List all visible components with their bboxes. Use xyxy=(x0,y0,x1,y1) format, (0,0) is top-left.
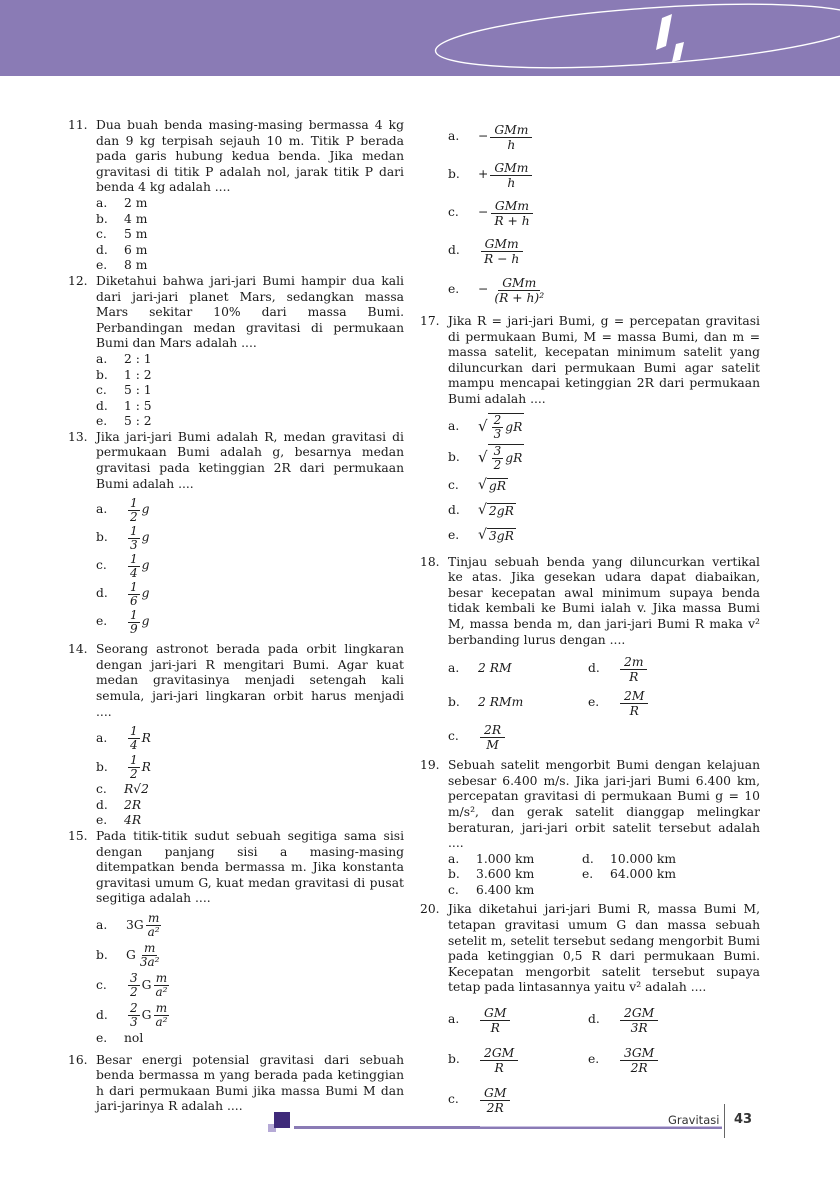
option[interactable]: c. 5 : 1 xyxy=(96,383,152,398)
option[interactable]: b. √ $\frac{3}{2}$ gR xyxy=(448,444,523,473)
fraction: $\frac{\text{GMm}}{\text{(R + h)²}}$ xyxy=(494,275,545,305)
chapter-title: Gravitasi xyxy=(668,1113,720,1127)
footer-divider xyxy=(724,1104,725,1138)
fraction: $\frac{2R}{M}$ xyxy=(480,723,505,752)
option[interactable]: c. $\frac{2R}{M}$ xyxy=(448,720,760,754)
fraction: $\frac{\text{GMm}}{h}$ xyxy=(490,161,532,190)
option[interactable]: b. 1 : 2 xyxy=(96,367,152,382)
option-row xyxy=(448,852,760,868)
option[interactable]: d. 1 : 5 xyxy=(96,398,152,413)
question-text: Pada titik-titik sudut sebuah segitiga sama sisi dengan panjang sisi a masing-masing ditempatkan benda bermassa m. Jika konstanta gravitasi umum G, kuat medan gravitasi di pusat segitiga adalah .... xyxy=(96,829,404,906)
question-11 xyxy=(68,118,404,196)
option[interactable]: c. 5 m xyxy=(96,227,148,242)
option[interactable]: c. $\frac{1}{4}$ g xyxy=(96,551,150,580)
option[interactable]: e. $\frac{2M}{R}$ xyxy=(588,689,650,718)
question-text: Dua buah benda masing-masing bermassa 4 kg dan 9 kg terpisah sejauh 10 m. Titik P berada pada garis hubung kedua benda. Jika medan gravitasi di titik P adalah nol, jarak titik P dari benda 4 kg adalah .... xyxy=(96,118,404,195)
question-16 xyxy=(68,1053,404,1115)
option[interactable]: d. 10.000 km xyxy=(582,851,677,866)
option[interactable]: d. √ 2gR xyxy=(448,502,514,519)
question-number: 20. xyxy=(420,902,440,917)
fraction: $\frac{\text{GMm}}{R + h}$ xyxy=(490,199,533,228)
option[interactable]: e. − $\frac{\text{GMm}}{\text{(R + h)²}}$ xyxy=(448,270,760,310)
header-decoration xyxy=(0,0,840,110)
fraction: $\frac{1}{4}$ xyxy=(130,724,138,753)
option[interactable]: d. $\frac{2GM}{3R}$ xyxy=(588,1006,660,1035)
question-number: 15. xyxy=(68,829,88,843)
question-text: Jika diketahui jari-jari Bumi R, massa Bumi M, tetapan gravitasi umum G dan massa sebuah setelit m, setelit tersebut sedang mengorbit Bumi pada ketinggian 0,5 R dari permukaan Bumi. Kecepatan mengorbit satelit tersebut supaya tetap pada lintasannya yaitu v² adalah .... xyxy=(448,902,760,995)
fraction: $\frac{1}{2}$ xyxy=(130,753,138,782)
question-text: Diketahui bahwa jari-jari Bumi hampir dua kali dari jari-jari planet Mars, sedangkan massa Mars sekitar 10% dari massa Bumi. Perbandingan medan gravitasi di permukaan Bumi dan Mars adalah .... xyxy=(96,273,404,351)
option[interactable]: b. + $\frac{\text{GMm}}{h}$ xyxy=(448,156,760,194)
option[interactable]: d. $\frac{1}{6}$ g xyxy=(96,579,150,608)
option[interactable]: c. R√2 xyxy=(96,782,149,797)
fraction: $\frac{2GM}{R}$ xyxy=(480,1046,518,1075)
option[interactable]: a. 2 m xyxy=(96,195,148,210)
fraction: $\frac{1}{4}$ xyxy=(130,551,138,580)
question-12 xyxy=(68,274,404,352)
option[interactable]: c. √ gR xyxy=(448,477,507,494)
fraction: $\frac{m}{\text{a²}}$ xyxy=(155,971,168,1000)
fraction: $\frac{2}{3}$ xyxy=(130,1001,138,1030)
option[interactable]: b. G $\frac{m}{\text{3a²}}$ xyxy=(96,941,160,970)
option[interactable]: b. 2 RMm xyxy=(448,695,524,710)
option[interactable]: c. $\frac{3}{2}$ G $\frac{m}{\text{a²}}$ xyxy=(96,971,168,1000)
option[interactable]: b. 4 m xyxy=(96,211,148,226)
option[interactable]: a. 3G $\frac{m}{\text{a²}}$ xyxy=(96,911,160,940)
fraction: $\frac{GM}{2R}$ xyxy=(480,1086,510,1115)
option[interactable]: a. $\frac{1}{4}$ R xyxy=(96,724,151,753)
fraction: $\frac{\text{GMm}}{h}$ xyxy=(490,123,532,152)
fraction: $\frac{m}{\text{a²}}$ xyxy=(155,1001,168,1030)
question-number: 12. xyxy=(68,273,88,288)
option[interactable]: a. 2 RM xyxy=(448,661,512,676)
option[interactable]: c. 6.400 km xyxy=(448,882,535,897)
fraction: $\frac{1}{3}$ xyxy=(130,523,138,552)
option[interactable]: d. 6 m xyxy=(96,242,148,257)
option[interactable]: d. $\frac{2}{3}$ G $\frac{m}{\text{a²}}$ xyxy=(96,1001,168,1030)
option[interactable]: d. 2R xyxy=(96,797,142,812)
radical: gR xyxy=(488,478,507,493)
option[interactable]: c. − $\frac{\text{GMm}}{R + h}$ xyxy=(448,194,760,232)
question-14 xyxy=(68,642,404,720)
footer-square xyxy=(274,1112,290,1128)
page-number: 43 xyxy=(734,1112,753,1127)
question-15 xyxy=(68,829,404,907)
option[interactable]: b. $\frac{1}{3}$ g xyxy=(96,523,150,552)
fraction: $\frac{2M}{R}$ xyxy=(620,689,648,718)
right-column xyxy=(420,118,760,1120)
question-number: 17. xyxy=(420,314,440,328)
option[interactable]: d. $\frac{2m}{R}$ xyxy=(588,655,649,684)
option[interactable]: a. 2 : 1 xyxy=(96,351,152,366)
question-number: 13. xyxy=(68,429,88,444)
fraction: $\frac{1}{9}$ xyxy=(130,607,138,636)
fraction: $\frac{2GM}{3R}$ xyxy=(620,1006,658,1035)
fraction: $\frac{3}{2}$ xyxy=(130,971,138,1000)
option[interactable]: a. $\frac{1}{2}$ g xyxy=(96,495,150,524)
left-column xyxy=(68,118,404,1115)
option[interactable]: b. $\frac{2GM}{R}$ xyxy=(448,1046,588,1075)
option[interactable]: b. 3.600 km xyxy=(448,867,535,882)
radical: $\frac{3}{2}$ gR xyxy=(488,444,525,472)
fraction: $\frac{1}{6}$ xyxy=(130,579,138,608)
radical: 2gR xyxy=(488,503,514,518)
fraction: $\frac{2m}{R}$ xyxy=(620,655,647,684)
option[interactable]: a. √ $\frac{2}{3}$ gR xyxy=(448,413,523,442)
option[interactable]: e. 64.000 km xyxy=(582,867,677,882)
question-text: Seorang astronot berada pada orbit lingkaran dengan jari-jari R mengitari Bumi. Agar kuat medan gravitasinya menjadi setengah kali semula, jari-jari lingkaran orbit harus menjadi .... xyxy=(96,642,404,719)
question-17 xyxy=(420,314,760,408)
question-text: Jika R = jari-jari Bumi, g = percepatan gravitasi di permukaan Bumi, M = massa Bumi, dan m = massa satelit, kecepatan minimum satelit yang diluncurkan dari permukaan Bumi agar satelit mampu mencapai ketinggian 2R dari permukaan Bumi adalah .... xyxy=(448,314,760,406)
option[interactable]: e. $\frac{3GM}{2R}$ xyxy=(588,1046,660,1075)
fraction: $\frac{m}{\text{3a²}}$ xyxy=(139,941,160,970)
question-20 xyxy=(420,902,760,996)
fraction: $\frac{3GM}{2R}$ xyxy=(620,1046,658,1075)
option[interactable]: e. $\frac{1}{9}$ g xyxy=(96,607,150,636)
option[interactable]: b. $\frac{1}{2}$ R xyxy=(96,753,151,782)
fraction: $\frac{m}{\text{a²}}$ xyxy=(147,911,160,940)
question-text: Besar energi potensial gravitasi dari sebuah benda bermassa m yang berada pada ketinggian h dari permukaan Bumi jika massa Bumi M dan jari-jarinya R adalah .... xyxy=(96,1052,404,1114)
option[interactable]: e. 8 m xyxy=(96,258,148,273)
option[interactable]: e. √ 3gR xyxy=(448,527,514,544)
option[interactable]: a. 1.000 km xyxy=(448,851,535,866)
option[interactable]: e. nol xyxy=(96,1030,144,1045)
question-number: 18. xyxy=(420,554,440,569)
question-19 xyxy=(420,758,760,852)
question-number: 11. xyxy=(68,118,88,132)
question-text: Tinjau sebuah benda yang diluncurkan vertikal ke atas. Jika gesekan udara dapat diabaikan, besar kecepatan awal minimum supaya benda tidak kembali ke Bumi ialah v. Jika massa Bumi M, massa benda m, dan jari-jari Bumi R maka v² berbanding lurus dengan .... xyxy=(448,554,760,647)
question-text: Jika jari-jari Bumi adalah R, medan gravitasi di permukaan Bumi adalah g, besarnya medan gravitasi pada ketinggian 2R dari permukaan Bumi adalah .... xyxy=(96,429,404,491)
option[interactable]: c. $\frac{GM}{2R}$ xyxy=(448,1080,760,1120)
option[interactable]: d. $\frac{\text{GMm}}{R - h}$ xyxy=(448,232,760,270)
radical: $\frac{2}{3}$ gR xyxy=(488,413,525,441)
question-13 xyxy=(68,430,404,492)
option[interactable]: e. 5 : 2 xyxy=(96,414,152,429)
option-row xyxy=(448,867,760,883)
radical: 3gR xyxy=(488,528,514,543)
fraction: $\frac{3}{2}$ xyxy=(493,444,502,473)
option[interactable]: a. − $\frac{\text{GMm}}{h}$ xyxy=(448,118,760,156)
question-18 xyxy=(420,555,760,649)
fraction: $\frac{1}{2}$ xyxy=(130,495,138,524)
option[interactable]: e. 4R xyxy=(96,813,142,828)
question-text: Sebuah satelit mengorbit Bumi dengan kelajuan sebesar 6.400 m/s. Jika jari-jari Bumi 6.400 km, percepatan gravitasi di permukaan Bumi g = 10 m/s², dan gerak satelit dianggap melingkar beraturan, jari-jari orbit satelit tersebut adalah .... xyxy=(448,758,760,851)
fraction: $\frac{GM}{R}$ xyxy=(480,1006,510,1035)
question-number: 19. xyxy=(420,758,440,773)
question-number: 14. xyxy=(68,642,88,657)
option[interactable]: a. $\frac{GM}{R}$ xyxy=(448,1006,588,1035)
fraction: $\frac{\text{GMm}}{R - h}$ xyxy=(480,237,523,266)
fraction: $\frac{2}{3}$ xyxy=(493,413,502,442)
question-number: 16. xyxy=(68,1052,88,1067)
